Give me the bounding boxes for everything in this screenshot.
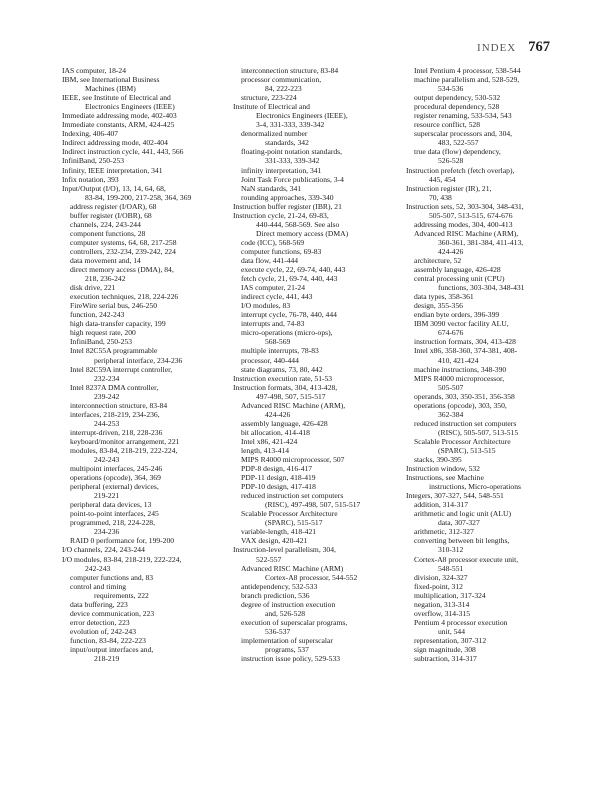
index-entry: InfiniBand, 250-253 [62,156,125,166]
index-entry: Immediate constants, ARM, 424-425 [62,120,175,130]
index-entry: 70, 438 [429,192,452,202]
index-entry: endian byte orders, 396-399 [414,310,500,320]
index-entry: interconnection structure, 83-84 [70,400,168,410]
index-column-3 [406,66,556,663]
index-entry: Instruction buffer register (IBR), 21 [233,201,342,211]
index-entry: MIPS R4000 microprocessor, 507 [241,455,345,465]
index-entry: Scalable Processor Architecture [241,509,338,519]
index-entry: execute cycle, 22, 69-74, 440, 443 [241,265,346,275]
index-entry: Machines (IBM) [85,84,136,94]
index-entry: Instruction cycle, 21-24, 69-83, [233,210,329,220]
index-entry: I/O modules, 83-84, 218-219, 222-224, [62,554,182,564]
index-entry: instruction issue policy, 529-533 [241,654,341,664]
index-entry: Intel Pentium 4 processor, 538-544 [414,66,521,75]
index-entry: Institute of Electrical and [233,102,310,112]
index-entry: interfaces, 218-219, 234-236, [70,409,160,419]
index-entry: high request rate, 200 [70,328,136,338]
index-entry: VAX design, 420-421 [241,536,308,546]
index-entry: computer functions, 69-83 [241,246,322,256]
index-entry: 239-242 [94,391,120,401]
index-entry: 410, 421-424 [438,355,479,365]
index-entry: Integers, 307-327, 544, 548-551 [406,491,504,501]
index-entry: Indirect instruction cycle, 441, 443, 566 [62,147,184,157]
index-entry: design, 355-356 [414,301,463,311]
index-entry: unit, 544 [438,626,466,636]
index-entry: assembly language, 426-428 [414,265,501,275]
index-entry: Immediate addressing mode, 402-403 [62,111,177,121]
index-entry: Instruction prefetch (fetch overlap), [406,165,515,175]
index-entry: 424-426 [438,246,464,256]
index-entry: FireWire serial bus, 246-250 [70,301,158,311]
index-entry: programs, 537 [265,645,309,654]
index-entry: Direct memory access (DMA) [256,228,349,238]
index-entry: computer systems, 64, 68, 217-258 [70,237,177,247]
index-entry: Instruction window, 532 [406,464,480,474]
index-entry: data, 307-327 [438,518,480,528]
index-entry: computer functions and, 83 [70,572,154,582]
index-entry: 242-243 [85,563,111,573]
index-entry: Infix notation, 393 [62,174,119,184]
index-entry: Instruction sets, 52, 303-304, 348-431, [406,201,524,211]
index-entry: Indirect addressing mode, 402-404 [62,138,168,148]
index-entry: Advanced RISC Machine (ARM), [414,228,519,238]
index-entry: converting between bit lengths, [414,536,510,546]
index-entry: 445, 454 [429,174,456,184]
page-number: 767 [528,39,550,55]
index-entry: degree of instruction execution [241,599,336,609]
index-entry: 526-528 [438,156,464,166]
index-entry: IBM 3090 vector facility ALU, [414,319,509,329]
index-entry: 232-234 [94,373,120,383]
index-entry: true data (flow) dependency, [414,147,501,157]
index-entry: controllers, 232-234, 239-242, 224 [70,246,176,256]
index-entry: sign magnitude, 308 [414,645,476,654]
index-entry: procedural dependency, 528 [414,102,500,112]
index-entry: architecture, 52 [414,255,462,265]
index-entry: 83-84, 199-200, 217-258, 364, 369 [85,192,192,202]
index-entry: Instruction-level parallelism, 304, [233,545,336,555]
index-entry: code (ICC), 568-569 [241,237,305,247]
index-entry: processor communication, [241,75,322,85]
index-entry: PDP-8 design, 416-417 [241,464,313,474]
index-entry: 218, 236-242 [85,274,126,284]
index-entry: 534-536 [438,84,464,94]
index-entry: infinity interpretation, 341 [241,165,322,175]
index-entry: operations (opcode), 364, 369 [70,473,161,483]
index-entry: requirements, 222 [94,590,149,600]
index-entry: addressing modes, 304, 400-413 [414,219,513,229]
index-entry: 242-243 [94,455,120,465]
index-entry: 244-253 [94,418,120,428]
index-entry: micro-operations (micro-ops), [241,328,333,338]
index-entry: direct memory access (DMA), 84, [70,265,174,275]
index-entry: 218-219 [94,654,120,664]
index-entry: IAS computer, 18-24 [62,66,127,75]
index-entry: interrupt cycle, 76-78, 440, 444 [241,310,337,320]
index-entry: multipoint interfaces, 245-246 [70,464,163,474]
index-entry: Instructions, see Machine [406,473,484,483]
index-entry: resource conflict, 528 [414,120,480,130]
index-entry: Intel 82C59A interrupt controller, [70,364,173,374]
index-entry: data buffering, 223 [70,599,128,609]
index-entry: 234-236 [94,527,120,537]
index-entry: (RISC), 497-498, 507, 515-517 [265,500,361,510]
index-entry: 536-537 [265,626,291,636]
index-entry: peripheral (external) devices, [70,482,159,492]
index-entry: arithmetic, 312-327 [414,527,474,537]
index-entry: Advanced RISC Machine (ARM) [241,563,344,573]
index-entry: Electronics Engineers (IEEE), [256,111,348,121]
index-entry: execution techniques, 218, 224-226 [70,292,179,302]
index-entry: output dependency, 530-532 [414,93,501,103]
index-entry: control and timing [70,581,127,591]
index-entry: assembly language, 426-428 [241,418,328,428]
index-entry: execution of superscalar programs, [241,617,348,627]
index-entry: NaN standards, 341 [241,183,302,193]
index-entry: Input/Output (I/O), 13, 14, 64, 68, [62,183,166,193]
index-entry: addition, 314-317 [414,500,468,510]
index-entry: instruction formats, 304, 413-428 [414,337,516,347]
index-entry: disk drive, 221 [70,283,116,293]
index-entry: device communication, 223 [70,608,155,618]
index-entry: antidependency, 532-533 [241,581,318,591]
index-entry: data flow, 441-444 [241,255,299,265]
index-entry: Intel x86, 421-424 [241,436,298,446]
index-entry: 497-498, 507, 515-517 [256,391,326,401]
index-entry: point-to-point interfaces, 245 [70,509,159,519]
index-entry: length, 413-414 [241,445,290,455]
index-entry: Intel x86, 358-360, 374-381, 408- [414,346,518,356]
index-entry: and, 526-528 [265,608,306,618]
index-entry: Infinity, IEEE interpretation, 341 [62,165,163,175]
index-entry: 424-426 [265,409,291,419]
index-entry: operations (opcode), 303, 350, [414,400,507,410]
index-entry: Intel 82C55A programmable [70,346,158,356]
index-entry: buffer register (I/OBR), 68 [70,210,152,220]
index-entry: register renaming, 533-534, 543 [414,111,512,121]
index-entry: stacks, 390-395 [414,455,462,465]
section-title: INDEX [477,42,517,54]
index-entry: modules, 83-84, 218-219, 222-224, [70,445,178,455]
index-entry: PDP-10 design, 417-418 [241,482,316,492]
index-entry: state diagrams, 73, 80, 442 [241,364,323,374]
index-entry: channels, 224, 243-244 [70,219,141,229]
index-entry: I/O modules, 83 [241,301,291,311]
index-entry: floating-point notation standards, [241,147,343,157]
index-entry: fixed-point, 312 [414,581,463,591]
index-entry: structure, 223-224 [241,93,297,103]
index-entry: 362-384 [438,409,464,419]
index-entry: operands, 303, 350-351, 356-358 [414,391,515,401]
index-entry: functions, 303-304, 348-431 [438,283,525,293]
index-entry: division, 324-327 [414,572,468,582]
index-entry: Scalable Processor Architecture [414,436,511,446]
index-entry: Cortex-A8 processor execute unit, [414,554,519,564]
index-entry: 522-557 [256,554,282,564]
index-entry: Joint Task Force publications, 3-4 [241,174,344,184]
index-entry: implementation of superscalar [241,635,333,645]
index-entry: rounding approaches, 339-340 [241,192,334,202]
index-entry: superscalar processors and, 304, [414,129,513,139]
index-entry: machine instructions, 348-390 [414,364,507,374]
index-entry: 674-676 [438,328,464,338]
index-entry: 84, 222-223 [265,84,302,94]
index-entry: Instruction formats, 304, 413-428, [233,382,338,392]
index-entry: peripheral data devices, 13 [70,500,152,510]
index-entry: variable-length, 418-421 [241,527,317,537]
index-entry: 331-333, 339-342 [265,156,320,166]
index-entry: 219-221 [94,491,120,501]
index-entry: data types, 358-361 [414,292,474,302]
index-entry: subtraction, 314-317 [414,654,477,664]
index-entry: fetch cycle, 21, 69-74, 440, 443 [241,274,338,284]
index-entry: machine parallelism and, 528-529, [414,75,520,85]
index-entry: (SPARC), 513-515 [438,445,496,455]
index-entry: InfiniBand, 250-253 [70,337,133,347]
index-entry: representation, 307-312 [414,635,487,645]
index-entry: arithmetic and logic unit (ALU) [414,509,512,519]
index-entry: IEEE, see Institute of Electrical and [62,93,171,103]
index-entry: high data-transfer capacity, 199 [70,319,166,329]
index-entry: denormalized number [241,129,308,139]
index-entry: reduced instruction set computers [241,491,344,501]
index-entry: programmed, 218, 224-228, [70,518,155,528]
index-entry: RAID 0 performance for, 199-200 [70,536,175,546]
index-entry: function, 83-84, 222-223 [70,635,146,645]
index-entry: component functions, 28 [70,228,146,238]
index-entry: PDP-11 design, 418-419 [241,473,316,483]
index-entry: instructions, Micro-operations [429,482,521,492]
index-entry: (SPARC), 515-517 [265,518,323,528]
index-column-1 [62,66,217,663]
index-entry: 3-4, 331-333, 339-342 [256,120,325,130]
index-entry: interconnection structure, 83-84 [241,66,339,75]
index-entry: 568-569 [265,337,291,347]
index-column-2 [233,66,393,663]
index-entry: negation, 313-314 [414,599,470,609]
index-entry: error detection, 223 [70,617,130,627]
index-entry: peripheral interface, 234-236 [94,355,183,365]
index-entry: 505-507 [438,382,464,392]
index-entry: function, 242-243 [70,310,125,320]
index-entry: multiple interrupts, 78-83 [241,346,319,356]
index-entry: 360-361, 381-384, 411-413, [438,237,524,247]
index-entry: Instruction register (IR), 21, [406,183,492,193]
index-entry: branch prediction, 536 [241,590,310,600]
index-entry: reduced instruction set computers [414,418,517,428]
index-entry: Advanced RISC Machine (ARM), [241,400,346,410]
index-entry: interrupts and, 74-83 [241,319,305,329]
index-entry: IAS computer, 21-24 [241,283,306,293]
index-entry: data movement and, 14 [70,255,141,265]
index-entry: central processing unit (CPU) [414,274,505,284]
index-entry: 548-551 [438,563,464,573]
page-header [477,38,550,56]
index-entry: input/output interfaces and, [70,645,154,654]
index-entry: evolution of, 242-243 [70,626,137,636]
index-entry: standards, 342 [265,138,309,148]
index-entry: Cortex-A8 processor, 544-552 [265,572,358,582]
index-entry: 440-444, 568-569. See also [256,219,340,229]
index-entry: I/O channels, 224, 243-244 [62,545,145,555]
index-entry: Pentium 4 processor execution [414,617,508,627]
index-entry: 310-312 [438,545,464,555]
index-entry: Instruction execution rate, 51-53 [233,373,333,383]
index-entry: Indexing, 406-407 [62,129,119,139]
index-entry: indirect cycle, 441, 443 [241,292,313,302]
index-entry: 483, 522-557 [438,138,479,148]
index-entry: multiplication, 317-324 [414,590,486,600]
index-entry: overflow, 314-315 [414,608,471,618]
index-entry: address register (I/OAR), 68 [70,201,157,211]
index-entry: Intel 8237A DMA controller, [70,382,159,392]
index-entry: Electronics Engineers (IEEE) [85,102,175,112]
index-entry: interrupt-driven, 218, 228-236 [70,427,163,437]
index-entry: (RISC), 505-507, 513-515 [438,427,519,437]
index-entry: IBM, see International Business [62,75,160,85]
index-entry: keyboard/monitor arrangement, 221 [70,436,180,446]
index-entry: processor, 440-444 [241,355,299,365]
index-entry: MIPS R4000 microprocessor, [414,373,505,383]
index-entry: bit allocation, 414-418 [241,427,310,437]
index-entry: 505-507, 513-515, 674-676 [429,210,513,220]
